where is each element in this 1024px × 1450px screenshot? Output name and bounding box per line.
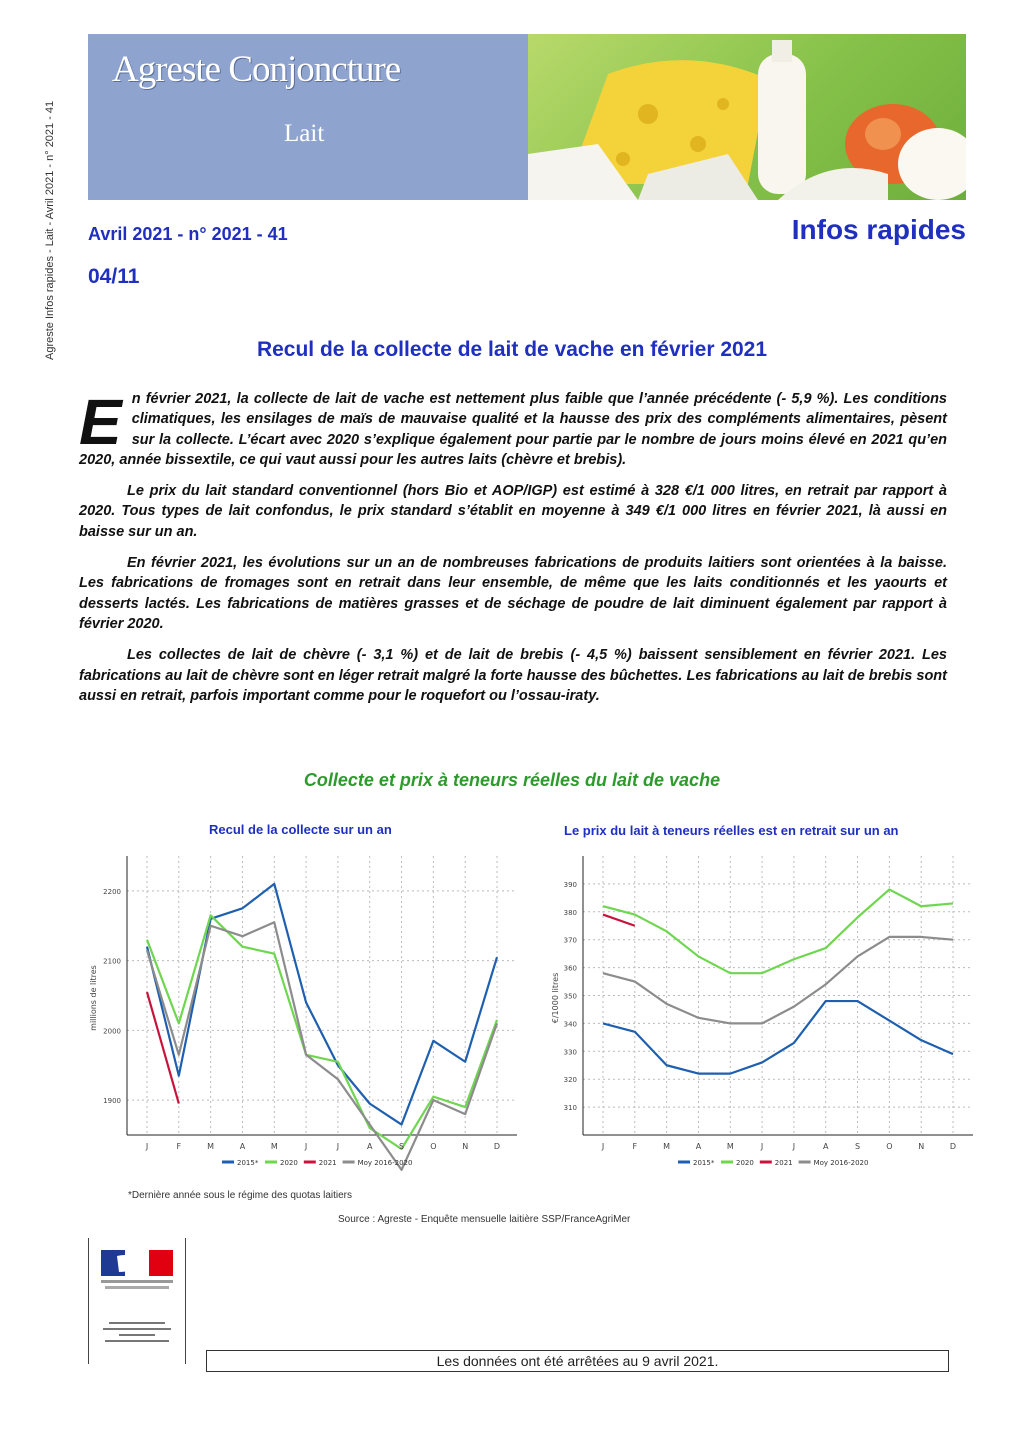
- legend-label: 2020: [736, 1159, 754, 1167]
- x-tick-label: M: [663, 1142, 671, 1151]
- x-tick-label: J: [601, 1142, 605, 1151]
- x-tick-label: J: [145, 1142, 149, 1151]
- header-banner: [88, 34, 966, 200]
- x-tick-label: M: [207, 1142, 215, 1151]
- collecte-line-chart: [80, 848, 520, 1178]
- x-tick-label: A: [695, 1142, 702, 1151]
- x-tick-label: F: [632, 1142, 638, 1151]
- page-title: Recul de la collecte de lait de vache en février 2021: [256, 338, 768, 361]
- y-tick-label: 360: [563, 964, 577, 973]
- x-tick-label: J: [336, 1142, 340, 1151]
- cheese-illustration: [528, 34, 966, 200]
- y-tick-label: 380: [563, 908, 577, 917]
- theme-label: Lait: [284, 120, 325, 147]
- series-line: [147, 922, 497, 1170]
- x-tick-label: J: [304, 1142, 308, 1151]
- legend-label: Moy 2016-2020: [357, 1159, 413, 1167]
- legend-label: 2015*: [237, 1159, 259, 1167]
- y-tick-label: 2100: [103, 957, 121, 966]
- cheese-photo: [528, 34, 966, 200]
- paragraph-1-text: n février 2021, la collecte de lait de vache est nettement plus faible que l’année précédente (- 5,9 %). Les conditions climatiques, les ensilages de maïs de mauvaise qualité et la hausse des prix des compléments alimentaires, pèsent sur la collecte. L’écart avec 2020 s’explique également pour partie par le nombre de jours moins élevé en 2021 qu’en 2020, année bissextile, ce qui vaut aussi pour les autres laits (chèvre et brebis).: [79, 391, 947, 468]
- series-line: [603, 915, 635, 926]
- paragraph-4: Les collectes de lait de chèvre (- 3,1 %) et de lait de brebis (- 4,5 %) baissent sensiblement en février 2021. Les fabrications au lait de chèvre sont en léger retrait malgré la forte hausse des bûchettes. Les fabrications au lait de brebis sont aussi en retrait, parfois important comme pour le roquefort ou l’ossau-iraty.: [79, 647, 947, 704]
- banner-title-panel: [88, 34, 528, 200]
- chart-1-title: Recul de la collecte sur un an: [209, 822, 392, 837]
- y-tick-label: 390: [563, 880, 577, 889]
- paragraph-3: En février 2021, les évolutions sur un an de nombreuses fabrications de produits laitiers sont orientées à la baisse. Les fabrications de fromages sont en retrait dans leur ensemble, de même que les laits conditionnés et les yaourts et desserts lactés. Les fabrications de matières grasses et de séchage de poudre de lait diminuent également par rapport à février 2020.: [79, 555, 947, 632]
- x-tick-label: M: [270, 1142, 278, 1151]
- x-tick-label: F: [176, 1142, 182, 1151]
- x-tick-label: J: [760, 1142, 764, 1151]
- x-tick-label: N: [918, 1142, 925, 1151]
- chart-1-ylabel: millions de litres: [89, 965, 98, 1031]
- y-tick-label: 2200: [103, 887, 121, 896]
- source-note: Source : Agreste - Enquête mensuelle laitière SSP/FranceAgriMer: [338, 1214, 631, 1225]
- x-tick-label: A: [366, 1142, 373, 1151]
- series-line: [603, 889, 953, 973]
- series-line: [603, 937, 953, 1023]
- y-tick-label: 320: [563, 1076, 577, 1085]
- y-tick-label: 350: [563, 992, 577, 1001]
- y-tick-label: 2000: [103, 1027, 121, 1036]
- legend-label: Moy 2016-2020: [813, 1159, 869, 1167]
- x-tick-label: D: [949, 1142, 957, 1151]
- y-tick-label: 340: [563, 1020, 577, 1029]
- y-tick-label: 330: [563, 1048, 577, 1057]
- x-tick-label: O: [886, 1142, 893, 1151]
- data-cutoff-note: Les données ont été arrêtées au 9 avril 2021.: [206, 1350, 949, 1372]
- x-tick-label: M: [726, 1142, 734, 1151]
- x-tick-label: O: [430, 1142, 437, 1151]
- prix-line-chart: [536, 848, 976, 1178]
- article-body: [79, 386, 947, 717]
- legend-label: 2021: [774, 1159, 793, 1167]
- series-line: [147, 884, 497, 1125]
- legend-label: 2020: [280, 1159, 298, 1167]
- paragraph-2: Le prix du lait standard conventionnel (hors Bio et AOP/IGP) est estimé à 328 €/1 000 litres, en retrait par rapport à 2020. Tous types de lait confondus, le prix standard s’établit en moyenne à 349 €/1 000 litres en février 2021, là aussi en baisse sur un an.: [79, 483, 947, 540]
- x-tick-label: J: [792, 1142, 796, 1151]
- x-tick-label: A: [239, 1142, 246, 1151]
- y-tick-label: 1900: [103, 1097, 121, 1106]
- drop-cap: E: [79, 386, 122, 458]
- chart-2-title: Le prix du lait à teneurs réelles est en retrait sur un an: [564, 823, 899, 838]
- legend-label: 2021: [318, 1159, 337, 1167]
- legend-label: 2015*: [693, 1159, 715, 1167]
- paragraph-1: [79, 386, 947, 470]
- y-tick-label: 310: [563, 1104, 577, 1113]
- x-tick-label: N: [462, 1142, 469, 1151]
- page-number: 04/11: [88, 265, 140, 288]
- side-running-head: Agreste Infos rapides - Lait - Avril 2021 - n° 2021 - 41: [44, 100, 56, 360]
- series-line: [603, 1001, 953, 1074]
- x-tick-label: S: [855, 1142, 861, 1151]
- chart-2-ylabel: €/1000 litres: [551, 972, 560, 1024]
- x-tick-label: A: [822, 1142, 829, 1151]
- y-tick-label: 370: [563, 936, 577, 945]
- x-tick-label: D: [493, 1142, 501, 1151]
- x-tick-label: S: [399, 1142, 405, 1151]
- series-name: Infos rapides: [791, 214, 966, 245]
- section-title: Collecte et prix à teneurs réelles du lait de vache: [303, 770, 721, 790]
- footnote: *Dernière année sous le régime des quotas laitiers: [128, 1190, 353, 1201]
- issue-number: Avril 2021 - n° 2021 - 41: [88, 224, 288, 244]
- ministry-logo: [88, 1238, 186, 1364]
- marianne-logo-icon: [89, 1238, 185, 1364]
- brand-logo-text: Agreste Conjoncture: [112, 49, 401, 90]
